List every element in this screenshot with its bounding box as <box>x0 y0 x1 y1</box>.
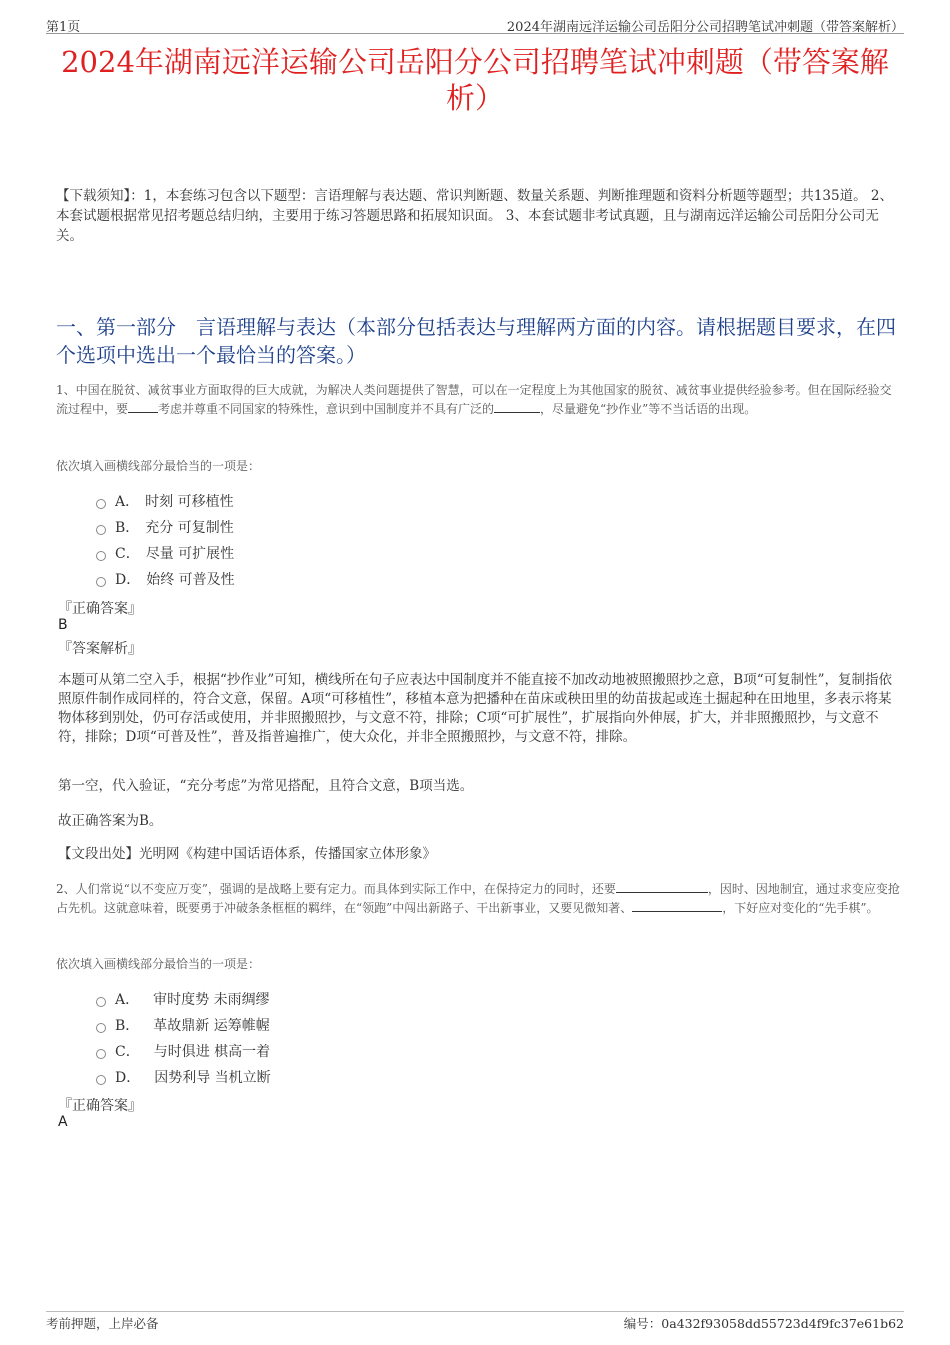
option-b[interactable]: B． 革故鼎新 运筹帷幄 <box>96 1012 271 1038</box>
radio-icon[interactable] <box>96 997 106 1007</box>
analysis-paragraph: 本题可从第二空入手，根据“抄作业”可知，横线所在句子应表达中国制度并不能直接不加改动地被照搬照抄之意，B项“可复制性”，复制指依照原件制作成同样的，符合文意，保留。A项“可移植性”，移植本意为把播种在苗床或秧田里的幼苗拔起或连土掘起种在田地里，多表示将某物体移到别处，仍可存活或使用，并非照搬照抄，与文意不符，排除；C项“可扩展性”，扩展指向外伸展，扩大，并非照搬照抄，与文意不符，排除；D项“可普及性”，普及指普遍推广，使大众化，并非全照搬照抄，与文意不符，排除。 <box>58 672 893 745</box>
document-title: 2024年湖南远洋运输公司岳阳分公司招聘笔试冲刺题（带答案解析） <box>61 45 889 115</box>
question-1-options <box>96 488 235 592</box>
page-footer <box>46 1314 904 1332</box>
question-1-prompt: 依次填入画横线部分最恰当的一项是： <box>56 459 261 473</box>
option-a[interactable]: A． 审时度势 未雨绸缪 <box>96 986 271 1012</box>
question-1-text <box>56 381 900 419</box>
blank-2 <box>632 899 722 912</box>
section-title: 一、第一部分 言语理解与表达（本部分包括表达与理解两方面的内容。请根据题目要求，在四个选项中选出一个最恰当的答案。） <box>56 315 896 367</box>
blank-1 <box>616 880 708 893</box>
radio-icon[interactable] <box>96 577 106 587</box>
analysis-label: 『答案解析』 <box>58 641 142 657</box>
footer-serial: 编号：0a432f93058dd55723d4f9fc37e61b62 <box>623 1316 904 1331</box>
answer-value: B <box>58 617 68 633</box>
question-2-prompt: 依次填入画横线部分最恰当的一项是： <box>56 957 261 971</box>
source-citation: 【文段出处】光明网《构建中国话语体系，传播国家立体形象》 <box>58 846 436 862</box>
question-2-options <box>96 986 271 1090</box>
radio-icon[interactable] <box>96 551 106 561</box>
radio-icon[interactable] <box>96 1075 106 1085</box>
blank-1 <box>128 400 158 413</box>
analysis-conclusion: 故正确答案为B。 <box>58 813 163 829</box>
question-1-text-a: 1、中国在脱贫、减贫事业方面取得的巨大成就，为解决人类问题提供了智慧，可以在一定程度上为其他国家的脱贫、减贫事业提供经验参考。但在国际经验交流过程中，要 <box>56 383 892 416</box>
option-c[interactable]: C． 尽量 可扩展性 <box>96 540 235 566</box>
analysis-paragraph: 第一空，代入验证，“充分考虑”为常见搭配，且符合文意，B项当选。 <box>58 778 474 794</box>
option-b[interactable]: B． 充分 可复制性 <box>96 514 235 540</box>
answer-label: 『正确答案』 <box>58 1098 142 1114</box>
download-notice: 【下载须知】：1，本套练习包含以下题型：言语理解与表达题、常识判断题、数量关系题、判断推理题和资料分析题等题型；共135道。 2、本套试题根据常见招考题总结归纳，主要用于练习答题思路和拓展知识面。 3、本套试题非考试真题，且与湖南远洋运输公司岳阳分公司无关。 <box>56 188 893 244</box>
question-2-text-c: ，下好应对变化的“先手棋”。 <box>722 901 879 915</box>
question-1-text-c: ，尽量避免“抄作业”等不当话语的出现。 <box>540 402 757 416</box>
header-divider <box>46 33 904 34</box>
footer-slogan: 考前押题，上岸必备 <box>46 1316 159 1331</box>
question-2-text <box>56 880 900 918</box>
answer-value: A <box>58 1114 68 1130</box>
option-d[interactable]: D． 因势利导 当机立断 <box>96 1064 271 1090</box>
radio-icon[interactable] <box>96 1023 106 1033</box>
blank-2 <box>494 400 540 413</box>
radio-icon[interactable] <box>96 499 106 509</box>
option-d[interactable]: D． 始终 可普及性 <box>96 566 235 592</box>
question-2-text-a: 2、人们常说“以不变应万变”，强调的是战略上要有定力。而具体到实际工作中，在保持定力的同时，还要 <box>56 882 616 896</box>
radio-icon[interactable] <box>96 1049 106 1059</box>
option-a[interactable]: A． 时刻 可移植性 <box>96 488 235 514</box>
radio-icon[interactable] <box>96 525 106 535</box>
page-number: 第1页 <box>46 20 81 35</box>
page-header <box>46 16 904 34</box>
question-1-text-b: 考虑并尊重不同国家的特殊性，意识到中国制度并不具有广泛的 <box>158 402 495 416</box>
footer-divider <box>46 1311 904 1312</box>
answer-label: 『正确答案』 <box>58 601 142 617</box>
header-doc-title: 2024年湖南远洋运输公司岳阳分公司招聘笔试冲刺题（带答案解析） <box>506 20 904 35</box>
option-c[interactable]: C． 与时俱进 棋高一着 <box>96 1038 271 1064</box>
question-2-text-b: ，因时、因地制宜，通过求变应变抢占先机。这就意味着，既要勇于冲破条条框框的羁绊，在“领跑”中闯出新路子、干出新事业，又要见微知著、 <box>56 882 900 915</box>
